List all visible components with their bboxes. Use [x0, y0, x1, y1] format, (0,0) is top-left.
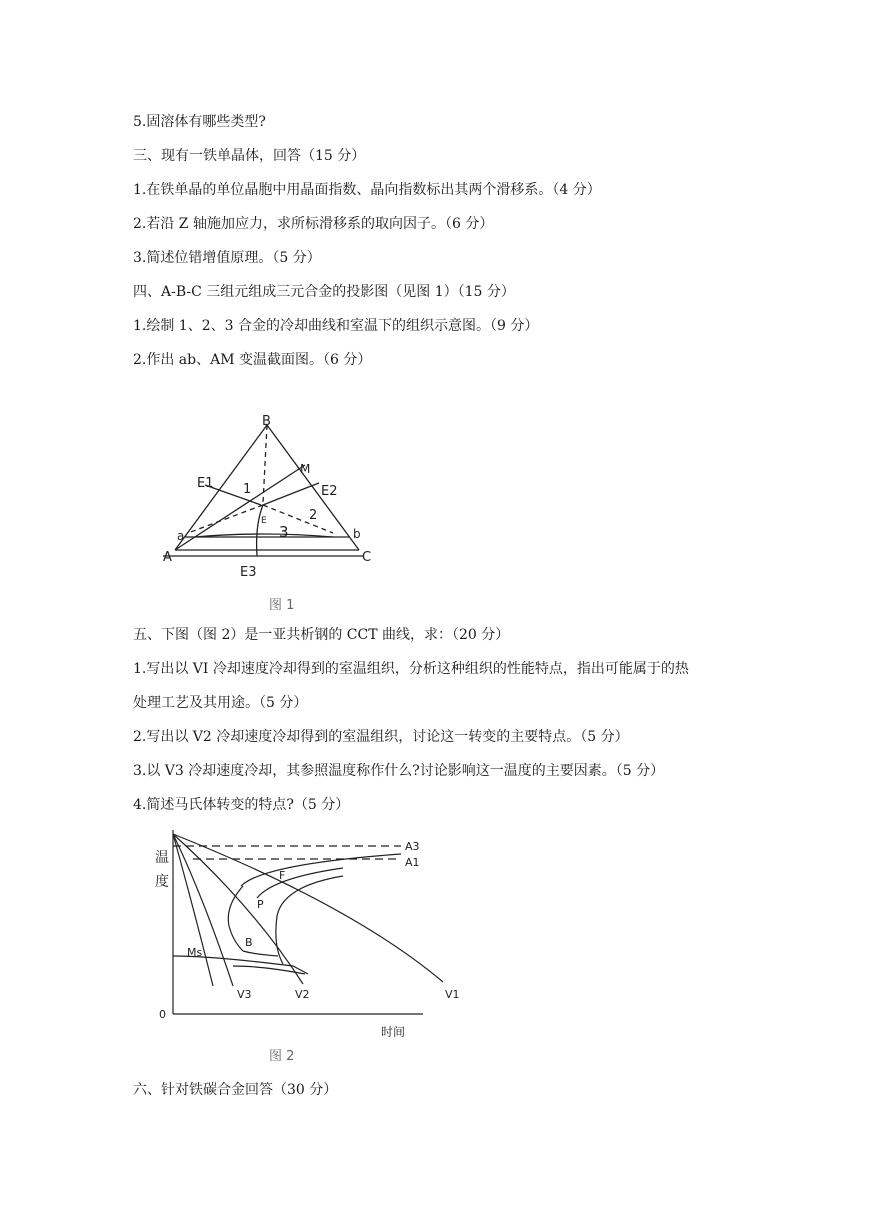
fig2-label-temp-2: 度	[155, 874, 169, 890]
fig1-label-C: C	[362, 550, 372, 565]
fig1-label-A: A	[163, 550, 172, 565]
text-line-11: 处理工艺及其用途。（5 分）	[133, 695, 308, 711]
fig1-label-B: B	[262, 414, 271, 429]
fig1-label-a: a	[177, 529, 185, 543]
figure-2-caption: 图 2	[269, 1049, 295, 1064]
fig2-label-zero: 0	[159, 1008, 166, 1021]
fig1-label-b: b	[353, 527, 361, 541]
section-heading-6: 六、针对铁碳合金回答（30 分）	[133, 1082, 338, 1098]
figure-1-caption: 图 1	[269, 598, 295, 613]
fig2-label-time: 时间	[381, 1025, 406, 1039]
text-line-13: 3.以 V3 冷却速度冷却，其参照温度称作什么?讨论影响这一温度的主要因素。（5 分）	[133, 763, 665, 779]
text-line-12: 2.写出以 V2 冷却速度冷却得到的室温组织，讨论这一转变的主要特点。（5 分）	[133, 729, 629, 745]
text-line-1: 5.固溶体有哪些类型?	[133, 114, 266, 130]
figure-1-ternary-diagram	[133, 405, 403, 617]
fig2-label-V2: V2	[295, 988, 310, 1001]
fig2-label-V3: V3	[237, 988, 252, 1001]
fig1-label-E3: E3	[240, 565, 257, 580]
section-heading-4: 四、A-B-C 三组元组成三元合金的投影图（见图 1）（15 分）	[133, 284, 515, 300]
text-line-3: 1.在铁单晶的单位晶胞中用晶面指数、晶向指数标出其两个滑移系。（4 分）	[133, 182, 601, 198]
fig2-label-A3: A3	[405, 840, 420, 853]
fig2-label-temp-1: 温	[155, 850, 169, 866]
fig2-label-B: B	[245, 936, 253, 949]
section-heading-5: 五、下图（图 2）是一亚共析钢的 CCT 曲线，求：（20 分）	[133, 627, 510, 643]
fig2-label-Ms: Ms	[187, 946, 203, 959]
fig1-label-1: 1	[243, 482, 252, 497]
figure-2-cct-diagram	[133, 826, 460, 1072]
fig2-label-P: P	[257, 898, 264, 911]
fig1-label-2: 2	[309, 508, 318, 523]
fig1-label-E: E	[261, 516, 267, 526]
text-line-5: 3.简述位错增值原理。（5 分）	[133, 250, 321, 266]
fig1-label-M: M	[300, 462, 311, 476]
text-line-4: 2.若沿 Z 轴施加应力，求所标滑移系的取向因子。（6 分）	[133, 216, 494, 232]
fig1-label-3: 3	[279, 523, 289, 541]
fig1-label-E2: E2	[321, 484, 338, 499]
fig2-label-A1: A1	[405, 856, 420, 869]
text-line-8: 2.作出 ab、AM 变温截面图。（6 分）	[133, 352, 372, 368]
fig1-label-E1: E1	[197, 476, 214, 491]
text-line-10: 1.写出以 VI 冷却速度冷却得到的室温组织，分析这种组织的性能特点，指出可能属于的热	[133, 661, 689, 677]
text-line-7: 1.绘制 1、2、3 合金的冷却曲线和室温下的组织示意图。（9 分）	[133, 318, 539, 334]
text-line-14: 4.简述马氏体转变的特点?（5 分）	[133, 797, 350, 813]
fig2-label-F: F	[279, 869, 286, 882]
fig2-label-V1: V1	[445, 988, 460, 1001]
section-heading-3: 三、现有一铁单晶体，回答（15 分）	[133, 148, 366, 164]
